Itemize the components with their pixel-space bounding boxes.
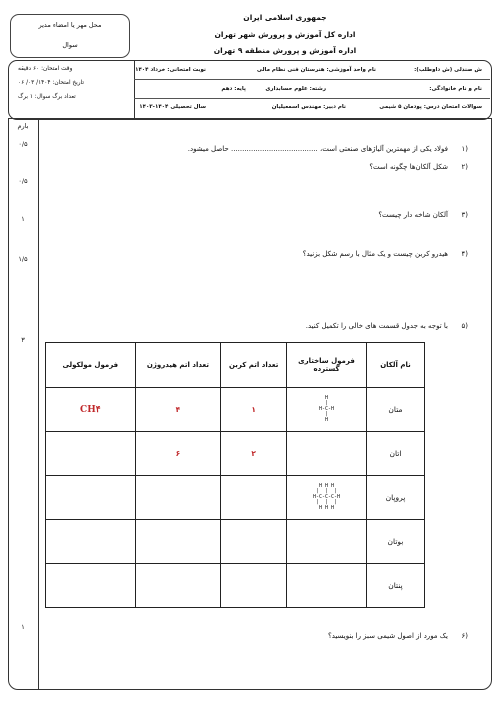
exam-date: تاریخ امتحان: ۱۴۰۴/ ۰۳/ ۰۶	[18, 80, 84, 86]
page-count: تعداد برگ سوال: ۱ برگ	[18, 94, 76, 100]
table-row	[46, 432, 425, 476]
question-number: ۲)	[461, 163, 468, 171]
hydrogen-count: ۴	[135, 388, 221, 432]
exam-turn: نوبت امتحانی: خرداد ۱۴۰۴	[135, 67, 206, 73]
question-number: ۶)	[461, 632, 468, 640]
question-6-text: یک مورد از اصول شیمی سبز را بنویسید؟	[328, 632, 448, 640]
alkane-name: پروپان	[366, 476, 424, 520]
hydrogen-count: ۶	[135, 432, 221, 476]
table-header-cell: نام آلکان	[366, 343, 424, 388]
hydrogen-count	[135, 520, 221, 564]
school-year: سال تحصیلی ۱۴۰۴-۱۴۰۳	[139, 104, 206, 110]
carbon-count	[221, 564, 287, 608]
table-row	[46, 388, 425, 432]
molecular-formula	[46, 564, 136, 608]
structural-formula: H-C-C-C-H	[312, 493, 341, 500]
question-number: ۳)	[461, 211, 468, 219]
seal-box	[10, 14, 130, 58]
header-line-1: جمهوری اسلامی ایران	[243, 13, 327, 22]
molecular-formula	[46, 476, 136, 520]
structure-cell: H H H | | | H-C-C-C-H | | | H H H	[287, 476, 367, 520]
carbon-count: ۱	[221, 388, 287, 432]
field-of-study: رشته: علوم حسابداری	[265, 86, 326, 92]
question-3-text: آلکان شاخه دار چیست؟	[378, 211, 448, 219]
carbon-count	[221, 520, 287, 564]
score-header: بارم	[17, 122, 29, 130]
teacher-name: نام دبیر: مهندس اسمعیلیان	[271, 104, 346, 110]
score-q4: ۱/۵	[18, 255, 28, 263]
score-column-divider	[38, 118, 39, 689]
question-number: ۴)	[461, 250, 468, 258]
molecular-formula: CH۴	[46, 388, 136, 432]
info-divider	[134, 79, 490, 80]
student-name-label: نام و نام خانوادگی:	[429, 86, 482, 92]
carbon-count: ۲	[221, 432, 287, 476]
table-row	[46, 520, 425, 564]
score-q2: ۰/۵	[18, 177, 28, 185]
seat-number-label: ش صندلی (ش داوطلب):	[414, 67, 482, 73]
structural-formula: H-C-H	[318, 405, 335, 412]
table-header-cell: تعداد اتم هیدروژن	[135, 343, 221, 388]
school-name: نام واحد آموزشی: هنرستان فنی نظام مالی	[256, 67, 376, 73]
molecular-formula	[46, 520, 136, 564]
alkane-name: متان	[366, 388, 424, 432]
alkane-name: بوتان	[366, 520, 424, 564]
question-1-text: فولاد یکی از مهمترین آلیاژهای صنعتی است، ....................................... حاصل میشود.	[187, 145, 448, 153]
structure-cell: H | H-C-H | H	[287, 388, 367, 432]
hydrogen-count	[135, 476, 221, 520]
structure-cell	[287, 520, 367, 564]
table-row	[46, 564, 425, 608]
score-q5: ۳	[21, 336, 25, 344]
alkane-name: اتان	[366, 432, 424, 476]
question-5-text: با توجه به جدول قسمت های خالی را تکمیل کنید.	[305, 322, 448, 330]
structure-cell	[287, 432, 367, 476]
grade-level: پایه: دهم	[221, 86, 246, 92]
alkane-table	[45, 342, 425, 608]
question-2-text: شکل آلکان‌ها چگونه است؟	[369, 163, 448, 171]
table-header-cell: تعداد اتم کربن	[221, 343, 287, 388]
seal-label: محل مهر یا امضاء مدیر	[38, 21, 102, 29]
header-line-2: اداره کل آموزش و پرورش شهر تهران	[214, 30, 356, 39]
course-name: سوالات امتحان درس: پودمان ۵ شیمی	[379, 104, 482, 110]
score-q3: ۱	[21, 215, 25, 223]
carbon-count	[221, 476, 287, 520]
table-header-cell: فرمول ساختاری گسترده	[287, 343, 367, 388]
question-4-text: هیدرو کربن چیست و یک مثال با رسم شکل بزنید؟	[302, 250, 448, 258]
exam-duration: وقت امتحان: ۶۰ دقیقه	[18, 66, 73, 72]
alkane-name: پنتان	[366, 564, 424, 608]
question-number: ۵)	[461, 322, 468, 330]
table-row	[46, 476, 425, 520]
score-q1: ۰/۵	[18, 140, 28, 148]
seal-sublabel: سوال	[62, 41, 78, 49]
header-line-3: اداره آموزش و پرورش منطقه ۹ تهران	[213, 46, 357, 55]
info-divider	[134, 98, 490, 99]
question-number: ۱)	[461, 145, 468, 153]
molecular-formula	[46, 432, 136, 476]
structure-cell	[287, 564, 367, 608]
table-header-cell: فرمول مولکولی	[46, 343, 136, 388]
table-header-row	[46, 343, 425, 388]
hydrogen-count	[135, 564, 221, 608]
score-q6: ۱	[21, 623, 25, 631]
